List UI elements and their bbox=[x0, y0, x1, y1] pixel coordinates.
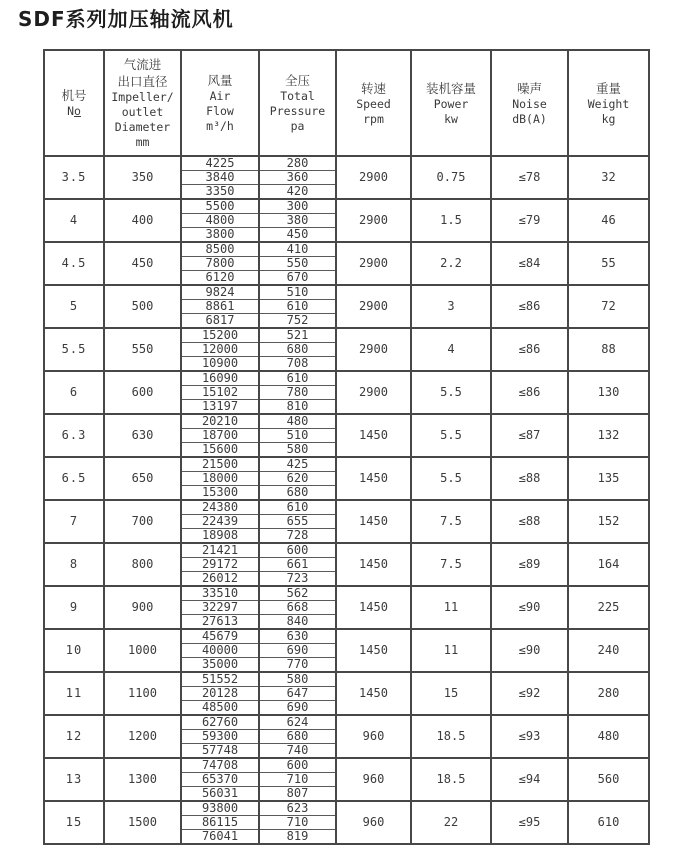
column-header-speed bbox=[336, 50, 411, 156]
cell-flow-sub: 3350 bbox=[181, 185, 259, 200]
header-en-line: Speed bbox=[356, 96, 391, 111]
cell-pressure-sub: 670 bbox=[259, 271, 336, 286]
header-zh-line: 噪声 bbox=[516, 80, 542, 96]
cell-power: 15 bbox=[411, 672, 491, 715]
table-row bbox=[44, 414, 649, 429]
cell-pressure-sub: 623 bbox=[259, 801, 336, 816]
table-row bbox=[44, 328, 649, 343]
cell-diameter: 1200 bbox=[104, 715, 181, 758]
cell-speed: 960 bbox=[336, 715, 411, 758]
cell-pressure-sub: 668 bbox=[259, 601, 336, 615]
cell-flow-sub: 74708 bbox=[181, 758, 259, 773]
cell-speed: 960 bbox=[336, 801, 411, 844]
cell-diameter: 650 bbox=[104, 457, 181, 500]
cell-flow-sub: 18000 bbox=[181, 472, 259, 486]
cell-flow-sub: 16090 bbox=[181, 371, 259, 386]
cell-flow-sub: 57748 bbox=[181, 744, 259, 759]
cell-flow-sub: 59300 bbox=[181, 730, 259, 744]
cell-flow-sub: 48500 bbox=[181, 701, 259, 716]
cell-no: 12 bbox=[44, 715, 104, 758]
cell-flow-sub: 15102 bbox=[181, 386, 259, 400]
cell-diameter: 630 bbox=[104, 414, 181, 457]
table-body bbox=[44, 156, 649, 844]
cell-speed: 2900 bbox=[336, 199, 411, 242]
cell-speed: 1450 bbox=[336, 500, 411, 543]
cell-pressure-sub: 680 bbox=[259, 730, 336, 744]
cell-weight: 135 bbox=[568, 457, 649, 500]
header-zh-line: 全压 bbox=[284, 73, 310, 88]
cell-flow-sub: 24380 bbox=[181, 500, 259, 515]
cell-weight: 46 bbox=[568, 199, 649, 242]
cell-flow-sub: 33510 bbox=[181, 586, 259, 601]
cell-no: 3.5 bbox=[44, 156, 104, 199]
cell-weight: 560 bbox=[568, 758, 649, 801]
cell-power: 5.5 bbox=[411, 457, 491, 500]
header-zh-line: 风量 bbox=[207, 73, 233, 88]
cell-pressure-sub: 819 bbox=[259, 830, 336, 845]
cell-flow-sub: 56031 bbox=[181, 787, 259, 802]
cell-pressure-sub: 580 bbox=[259, 672, 336, 687]
header-en-line: Diameter bbox=[114, 120, 171, 134]
cell-pressure-sub: 610 bbox=[259, 371, 336, 386]
header-en-line: Weight bbox=[587, 96, 630, 111]
cell-flow-sub: 3840 bbox=[181, 171, 259, 185]
cell-flow-sub: 32297 bbox=[181, 601, 259, 615]
column-header-diameter bbox=[104, 50, 181, 156]
cell-pressure-sub: 690 bbox=[259, 644, 336, 658]
cell-pressure-sub: 510 bbox=[259, 285, 336, 300]
cell-noise: ≤86 bbox=[491, 371, 568, 414]
cell-flow-sub: 40000 bbox=[181, 644, 259, 658]
header-en-line: mm bbox=[135, 135, 150, 149]
header-zh-line: 出口直径 bbox=[117, 74, 168, 89]
cell-noise: ≤88 bbox=[491, 457, 568, 500]
cell-pressure-sub: 723 bbox=[259, 572, 336, 587]
table-row bbox=[44, 285, 649, 300]
cell-flow-sub: 8500 bbox=[181, 242, 259, 257]
cell-no: 10 bbox=[44, 629, 104, 672]
cell-speed: 2900 bbox=[336, 156, 411, 199]
cell-diameter: 1500 bbox=[104, 801, 181, 844]
cell-speed: 1450 bbox=[336, 414, 411, 457]
header-en-line: pa bbox=[290, 119, 305, 133]
cell-flow-sub: 3800 bbox=[181, 228, 259, 243]
cell-diameter: 450 bbox=[104, 242, 181, 285]
cell-diameter: 1300 bbox=[104, 758, 181, 801]
cell-diameter: 400 bbox=[104, 199, 181, 242]
cell-flow-sub: 6817 bbox=[181, 314, 259, 329]
cell-no: 5 bbox=[44, 285, 104, 328]
cell-noise: ≤88 bbox=[491, 500, 568, 543]
cell-flow-sub: 15200 bbox=[181, 328, 259, 343]
cell-pressure-sub: 620 bbox=[259, 472, 336, 486]
cell-flow-sub: 15300 bbox=[181, 486, 259, 501]
cell-noise: ≤90 bbox=[491, 629, 568, 672]
cell-power: 0.75 bbox=[411, 156, 491, 199]
cell-pressure-sub: 680 bbox=[259, 343, 336, 357]
cell-speed: 960 bbox=[336, 758, 411, 801]
cell-flow-sub: 5500 bbox=[181, 199, 259, 214]
cell-weight: 32 bbox=[568, 156, 649, 199]
cell-no: 6.5 bbox=[44, 457, 104, 500]
cell-no: 4 bbox=[44, 199, 104, 242]
fan-spec-table bbox=[43, 49, 650, 845]
cell-pressure-sub: 655 bbox=[259, 515, 336, 529]
cell-flow-sub: 21421 bbox=[181, 543, 259, 558]
column-header-power bbox=[411, 50, 491, 156]
cell-noise: ≤94 bbox=[491, 758, 568, 801]
header-en-line: m³/h bbox=[206, 119, 234, 133]
header-zh-line: 机号 bbox=[61, 88, 87, 103]
cell-speed: 1450 bbox=[336, 457, 411, 500]
cell-power: 22 bbox=[411, 801, 491, 844]
cell-no: 15 bbox=[44, 801, 104, 844]
cell-flow-sub: 9824 bbox=[181, 285, 259, 300]
cell-pressure-sub: 562 bbox=[259, 586, 336, 601]
header-en-line: Total bbox=[280, 89, 315, 103]
cell-power: 7.5 bbox=[411, 500, 491, 543]
cell-noise: ≤92 bbox=[491, 672, 568, 715]
cell-power: 11 bbox=[411, 629, 491, 672]
header-en-line: Air bbox=[209, 89, 231, 103]
cell-pressure-sub: 600 bbox=[259, 758, 336, 773]
header-en-line: rpm bbox=[363, 111, 384, 126]
table-row bbox=[44, 715, 649, 730]
cell-noise: ≤84 bbox=[491, 242, 568, 285]
cell-pressure-sub: 280 bbox=[259, 156, 336, 171]
cell-pressure-sub: 708 bbox=[259, 357, 336, 372]
header-en-line: Impeller/ bbox=[111, 90, 174, 104]
cell-pressure-sub: 710 bbox=[259, 773, 336, 787]
cell-flow-sub: 62760 bbox=[181, 715, 259, 730]
table-row bbox=[44, 156, 649, 171]
cell-flow-sub: 18908 bbox=[181, 529, 259, 544]
cell-no: 11 bbox=[44, 672, 104, 715]
cell-pressure-sub: 450 bbox=[259, 228, 336, 243]
cell-power: 18.5 bbox=[411, 715, 491, 758]
cell-no: 7 bbox=[44, 500, 104, 543]
column-header-no bbox=[44, 50, 104, 156]
cell-speed: 1450 bbox=[336, 672, 411, 715]
cell-pressure-sub: 807 bbox=[259, 787, 336, 802]
table-row bbox=[44, 457, 649, 472]
cell-speed: 2900 bbox=[336, 242, 411, 285]
cell-diameter: 350 bbox=[104, 156, 181, 199]
cell-weight: 225 bbox=[568, 586, 649, 629]
cell-no: 6.3 bbox=[44, 414, 104, 457]
cell-pressure-sub: 770 bbox=[259, 658, 336, 673]
cell-noise: ≤95 bbox=[491, 801, 568, 844]
cell-pressure-sub: 710 bbox=[259, 816, 336, 830]
header-en-line: Flow bbox=[206, 104, 234, 118]
cell-noise: ≤79 bbox=[491, 199, 568, 242]
table-row bbox=[44, 629, 649, 644]
cell-pressure-sub: 780 bbox=[259, 386, 336, 400]
cell-weight: 152 bbox=[568, 500, 649, 543]
cell-pressure-sub: 610 bbox=[259, 500, 336, 515]
table-row bbox=[44, 586, 649, 601]
cell-flow-sub: 8861 bbox=[181, 300, 259, 314]
page-title: SDF系列加压轴流风机 bbox=[18, 7, 234, 31]
cell-weight: 610 bbox=[568, 801, 649, 844]
cell-flow-sub: 26012 bbox=[181, 572, 259, 587]
header-zh-line: 气流进 bbox=[123, 57, 162, 72]
column-header-flow bbox=[181, 50, 259, 156]
cell-no: 6 bbox=[44, 371, 104, 414]
cell-noise: ≤93 bbox=[491, 715, 568, 758]
cell-diameter: 1100 bbox=[104, 672, 181, 715]
cell-no: 4.5 bbox=[44, 242, 104, 285]
cell-power: 18.5 bbox=[411, 758, 491, 801]
cell-pressure-sub: 840 bbox=[259, 615, 336, 630]
cell-flow-sub: 27613 bbox=[181, 615, 259, 630]
cell-pressure-sub: 550 bbox=[259, 257, 336, 271]
cell-pressure-sub: 728 bbox=[259, 529, 336, 544]
cell-pressure-sub: 600 bbox=[259, 543, 336, 558]
header-en-line: Pressure bbox=[269, 104, 326, 118]
cell-flow-sub: 22439 bbox=[181, 515, 259, 529]
header-en-line: kw bbox=[444, 111, 458, 126]
cell-noise: ≤90 bbox=[491, 586, 568, 629]
table-header bbox=[44, 50, 649, 156]
header-zh-line: 转速 bbox=[360, 80, 386, 96]
column-header-weight bbox=[568, 50, 649, 156]
cell-flow-sub: 76041 bbox=[181, 830, 259, 845]
cell-pressure-sub: 420 bbox=[259, 185, 336, 200]
header-en-line: Power bbox=[433, 96, 469, 111]
table-row bbox=[44, 500, 649, 515]
table-row bbox=[44, 758, 649, 773]
cell-power: 1.5 bbox=[411, 199, 491, 242]
cell-power: 2.2 bbox=[411, 242, 491, 285]
cell-noise: ≤86 bbox=[491, 285, 568, 328]
cell-flow-sub: 12000 bbox=[181, 343, 259, 357]
cell-power: 5.5 bbox=[411, 371, 491, 414]
cell-noise: ≤86 bbox=[491, 328, 568, 371]
header-row bbox=[44, 50, 649, 156]
cell-flow-sub: 29172 bbox=[181, 558, 259, 572]
table-row bbox=[44, 242, 649, 257]
cell-weight: 280 bbox=[568, 672, 649, 715]
cell-flow-sub: 13197 bbox=[181, 400, 259, 415]
cell-no: 5.5 bbox=[44, 328, 104, 371]
cell-diameter: 700 bbox=[104, 500, 181, 543]
cell-pressure-sub: 647 bbox=[259, 687, 336, 701]
cell-diameter: 800 bbox=[104, 543, 181, 586]
cell-pressure-sub: 610 bbox=[259, 300, 336, 314]
cell-flow-sub: 21500 bbox=[181, 457, 259, 472]
cell-flow-sub: 35000 bbox=[181, 658, 259, 673]
cell-weight: 55 bbox=[568, 242, 649, 285]
cell-pressure-sub: 661 bbox=[259, 558, 336, 572]
cell-flow-sub: 4800 bbox=[181, 214, 259, 228]
cell-flow-sub: 7800 bbox=[181, 257, 259, 271]
header-en-line: Noise bbox=[512, 96, 547, 111]
table-row bbox=[44, 199, 649, 214]
cell-speed: 1450 bbox=[336, 629, 411, 672]
cell-flow-sub: 18700 bbox=[181, 429, 259, 443]
table-row bbox=[44, 543, 649, 558]
cell-diameter: 550 bbox=[104, 328, 181, 371]
cell-flow-sub: 4225 bbox=[181, 156, 259, 171]
cell-pressure-sub: 690 bbox=[259, 701, 336, 716]
cell-noise: ≤89 bbox=[491, 543, 568, 586]
cell-power: 3 bbox=[411, 285, 491, 328]
cell-pressure-sub: 810 bbox=[259, 400, 336, 415]
cell-diameter: 1000 bbox=[104, 629, 181, 672]
cell-weight: 164 bbox=[568, 543, 649, 586]
cell-pressure-sub: 752 bbox=[259, 314, 336, 329]
cell-pressure-sub: 480 bbox=[259, 414, 336, 429]
cell-flow-sub: 6120 bbox=[181, 271, 259, 286]
cell-flow-sub: 65370 bbox=[181, 773, 259, 787]
cell-flow-sub: 15600 bbox=[181, 443, 259, 458]
cell-power: 11 bbox=[411, 586, 491, 629]
column-header-noise bbox=[491, 50, 568, 156]
cell-flow-sub: 20128 bbox=[181, 687, 259, 701]
cell-speed: 2900 bbox=[336, 371, 411, 414]
cell-pressure-sub: 740 bbox=[259, 744, 336, 759]
header-zh-line: 重量 bbox=[595, 80, 621, 96]
header-en-line: dB(A) bbox=[512, 111, 547, 126]
cell-speed: 2900 bbox=[336, 328, 411, 371]
cell-no: 8 bbox=[44, 543, 104, 586]
cell-pressure-sub: 630 bbox=[259, 629, 336, 644]
cell-flow-sub: 86115 bbox=[181, 816, 259, 830]
cell-no: 9 bbox=[44, 586, 104, 629]
cell-diameter: 500 bbox=[104, 285, 181, 328]
cell-weight: 240 bbox=[568, 629, 649, 672]
cell-pressure-sub: 300 bbox=[259, 199, 336, 214]
cell-power: 5.5 bbox=[411, 414, 491, 457]
cell-flow-sub: 93800 bbox=[181, 801, 259, 816]
column-header-pressure bbox=[259, 50, 336, 156]
header-en-line: outlet bbox=[121, 105, 164, 119]
cell-pressure-sub: 624 bbox=[259, 715, 336, 730]
cell-weight: 72 bbox=[568, 285, 649, 328]
cell-flow-sub: 20210 bbox=[181, 414, 259, 429]
table-row bbox=[44, 371, 649, 386]
cell-pressure-sub: 360 bbox=[259, 171, 336, 185]
cell-pressure-sub: 425 bbox=[259, 457, 336, 472]
cell-weight: 132 bbox=[568, 414, 649, 457]
cell-speed: 1450 bbox=[336, 543, 411, 586]
table-row bbox=[44, 672, 649, 687]
cell-pressure-sub: 580 bbox=[259, 443, 336, 458]
cell-pressure-sub: 380 bbox=[259, 214, 336, 228]
cell-speed: 2900 bbox=[336, 285, 411, 328]
cell-flow-sub: 51552 bbox=[181, 672, 259, 687]
header-zh-line: 装机容量 bbox=[425, 80, 476, 96]
table-row bbox=[44, 801, 649, 816]
cell-pressure-sub: 521 bbox=[259, 328, 336, 343]
cell-power: 7.5 bbox=[411, 543, 491, 586]
cell-speed: 1450 bbox=[336, 586, 411, 629]
cell-pressure-sub: 680 bbox=[259, 486, 336, 501]
cell-weight: 480 bbox=[568, 715, 649, 758]
cell-noise: ≤78 bbox=[491, 156, 568, 199]
cell-flow-sub: 10900 bbox=[181, 357, 259, 372]
cell-pressure-sub: 510 bbox=[259, 429, 336, 443]
cell-weight: 88 bbox=[568, 328, 649, 371]
cell-power: 4 bbox=[411, 328, 491, 371]
cell-diameter: 600 bbox=[104, 371, 181, 414]
cell-diameter: 900 bbox=[104, 586, 181, 629]
header-en-line: No bbox=[67, 104, 81, 118]
cell-no: 13 bbox=[44, 758, 104, 801]
cell-noise: ≤87 bbox=[491, 414, 568, 457]
cell-weight: 130 bbox=[568, 371, 649, 414]
cell-flow-sub: 45679 bbox=[181, 629, 259, 644]
header-en-line: kg bbox=[601, 111, 616, 126]
cell-pressure-sub: 410 bbox=[259, 242, 336, 257]
